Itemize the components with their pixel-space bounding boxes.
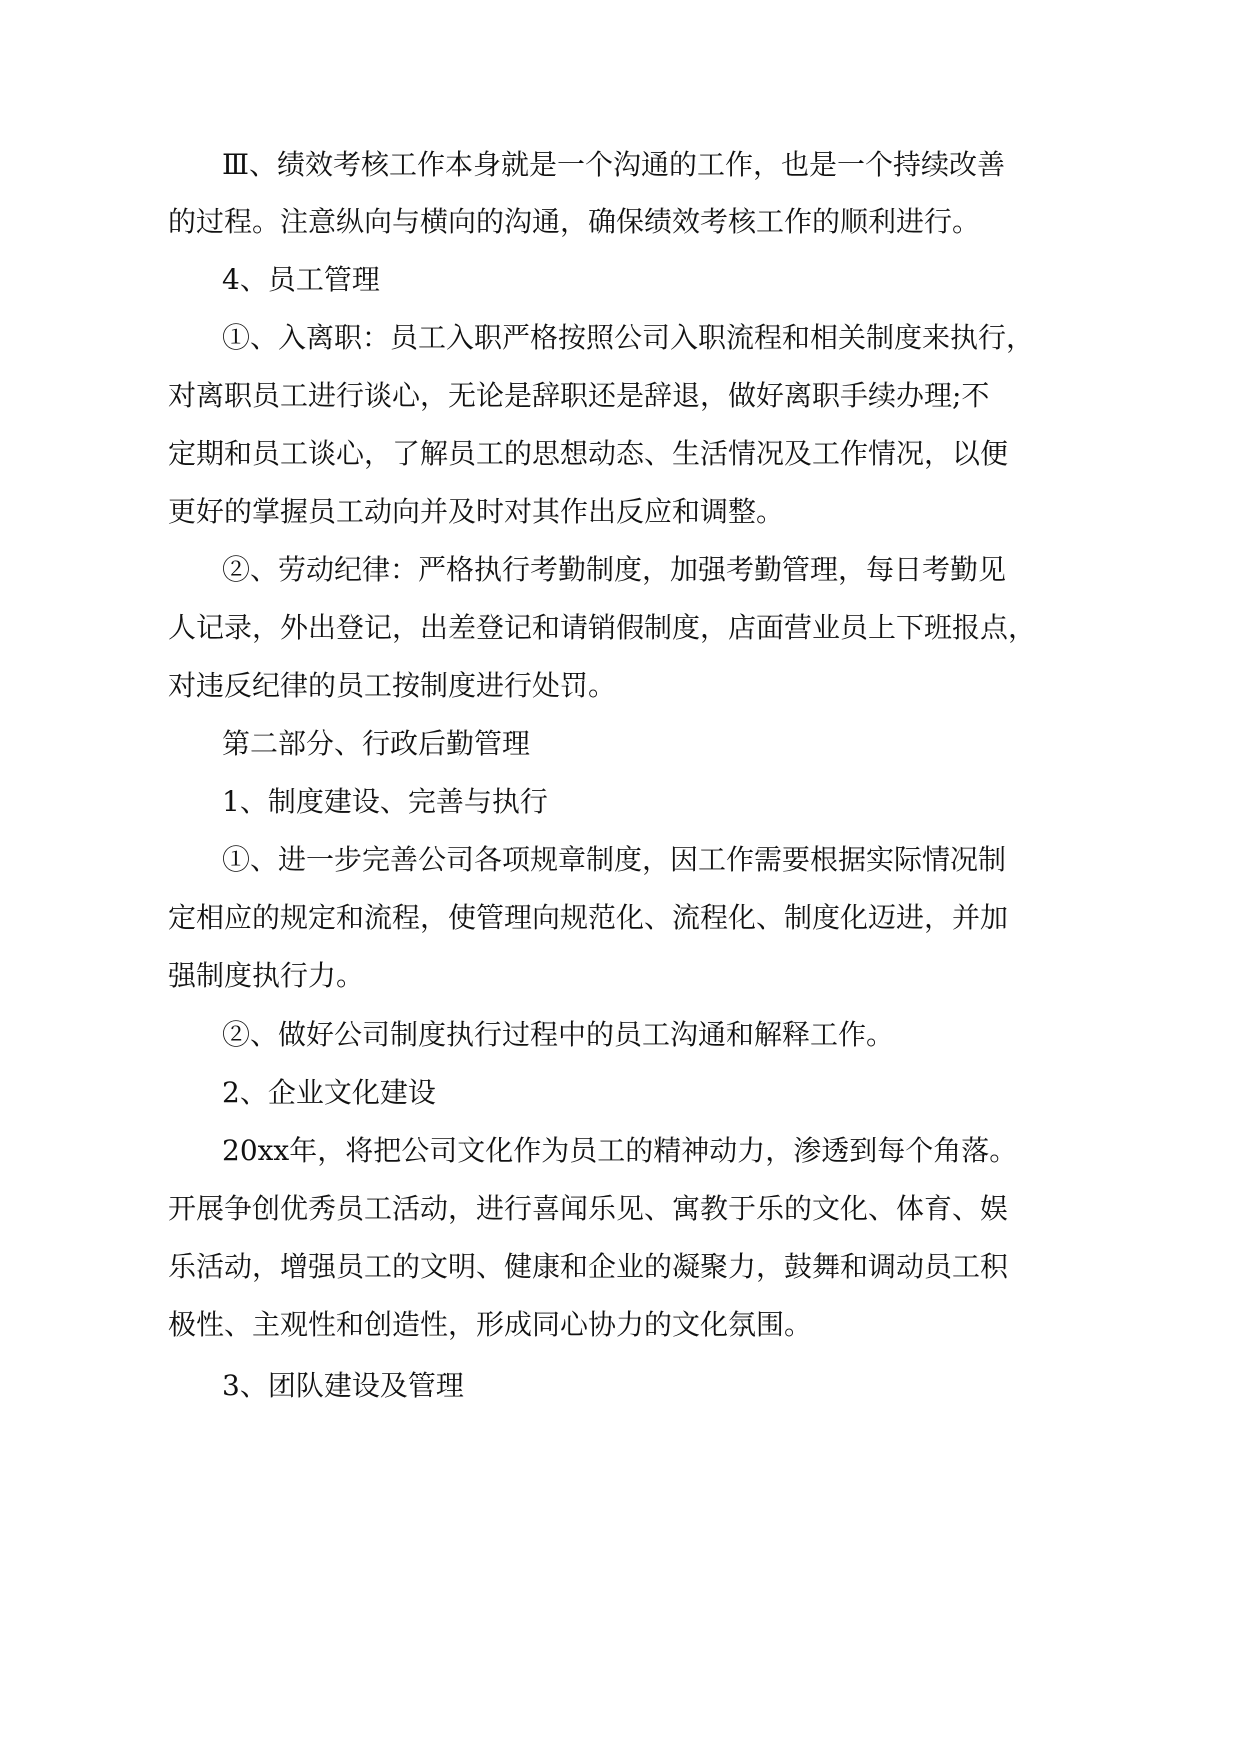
paragraph-line: 20xx年，将把公司文化作为员工的精神动力，渗透到每个角落。: [222, 1134, 1018, 1167]
paragraph-line: 的过程。注意纵向与横向的沟通，确保绩效考核工作的顺利进行。: [168, 205, 981, 238]
paragraph-line: Ⅲ、绩效考核工作本身就是一个沟通的工作，也是一个持续改善: [222, 148, 1006, 181]
paragraph-line: ①、进一步完善公司各项规章制度，因工作需要根据实际情况制: [222, 843, 1007, 876]
paragraph-line: 更好的掌握员工动向并及时对其作出反应和调整。: [168, 495, 785, 528]
paragraph-line: ②、劳动纪律：严格执行考勤制度，加强考勤管理，每日考勤见: [222, 553, 1007, 586]
section-heading: 1、制度建设、完善与执行: [222, 785, 548, 818]
paragraph-line: 对违反纪律的员工按制度进行处罚。: [168, 669, 617, 702]
paragraph-line: ①、入离职：员工入职严格按照公司入职流程和相关制度来执行，: [222, 321, 1035, 354]
section-heading: 2、企业文化建设: [222, 1076, 436, 1109]
section-heading: 3、团队建设及管理: [222, 1369, 464, 1402]
paragraph-line: 强制度执行力。: [168, 959, 365, 992]
paragraph-line: 定期和员工谈心，了解员工的思想动态、生活情况及工作情况，以便: [168, 437, 1009, 470]
paragraph-line: 人记录，外出登记，出差登记和请销假制度，店面营业员上下班报点，: [168, 611, 1037, 644]
paragraph-line: 极性、主观性和创造性，形成同心协力的文化氛围。: [168, 1308, 813, 1341]
paragraph-line: 定相应的规定和流程，使管理向规范化、流程化、制度化迈进，并加: [168, 901, 1009, 934]
section-heading: 第二部分、行政后勤管理: [222, 727, 531, 760]
paragraph-line: ②、做好公司制度执行过程中的员工沟通和解释工作。: [222, 1018, 895, 1051]
paragraph-line: 乐活动，增强员工的文明、健康和企业的凝聚力，鼓舞和调动员工积: [168, 1250, 1009, 1283]
section-heading: 4、员工管理: [222, 263, 380, 296]
paragraph-line: 开展争创优秀员工活动，进行喜闻乐见、寓教于乐的文化、体育、娱: [168, 1192, 1009, 1225]
paragraph-line: 对离职员工进行谈心，无论是辞职还是辞退，做好离职手续办理;不: [168, 379, 990, 412]
